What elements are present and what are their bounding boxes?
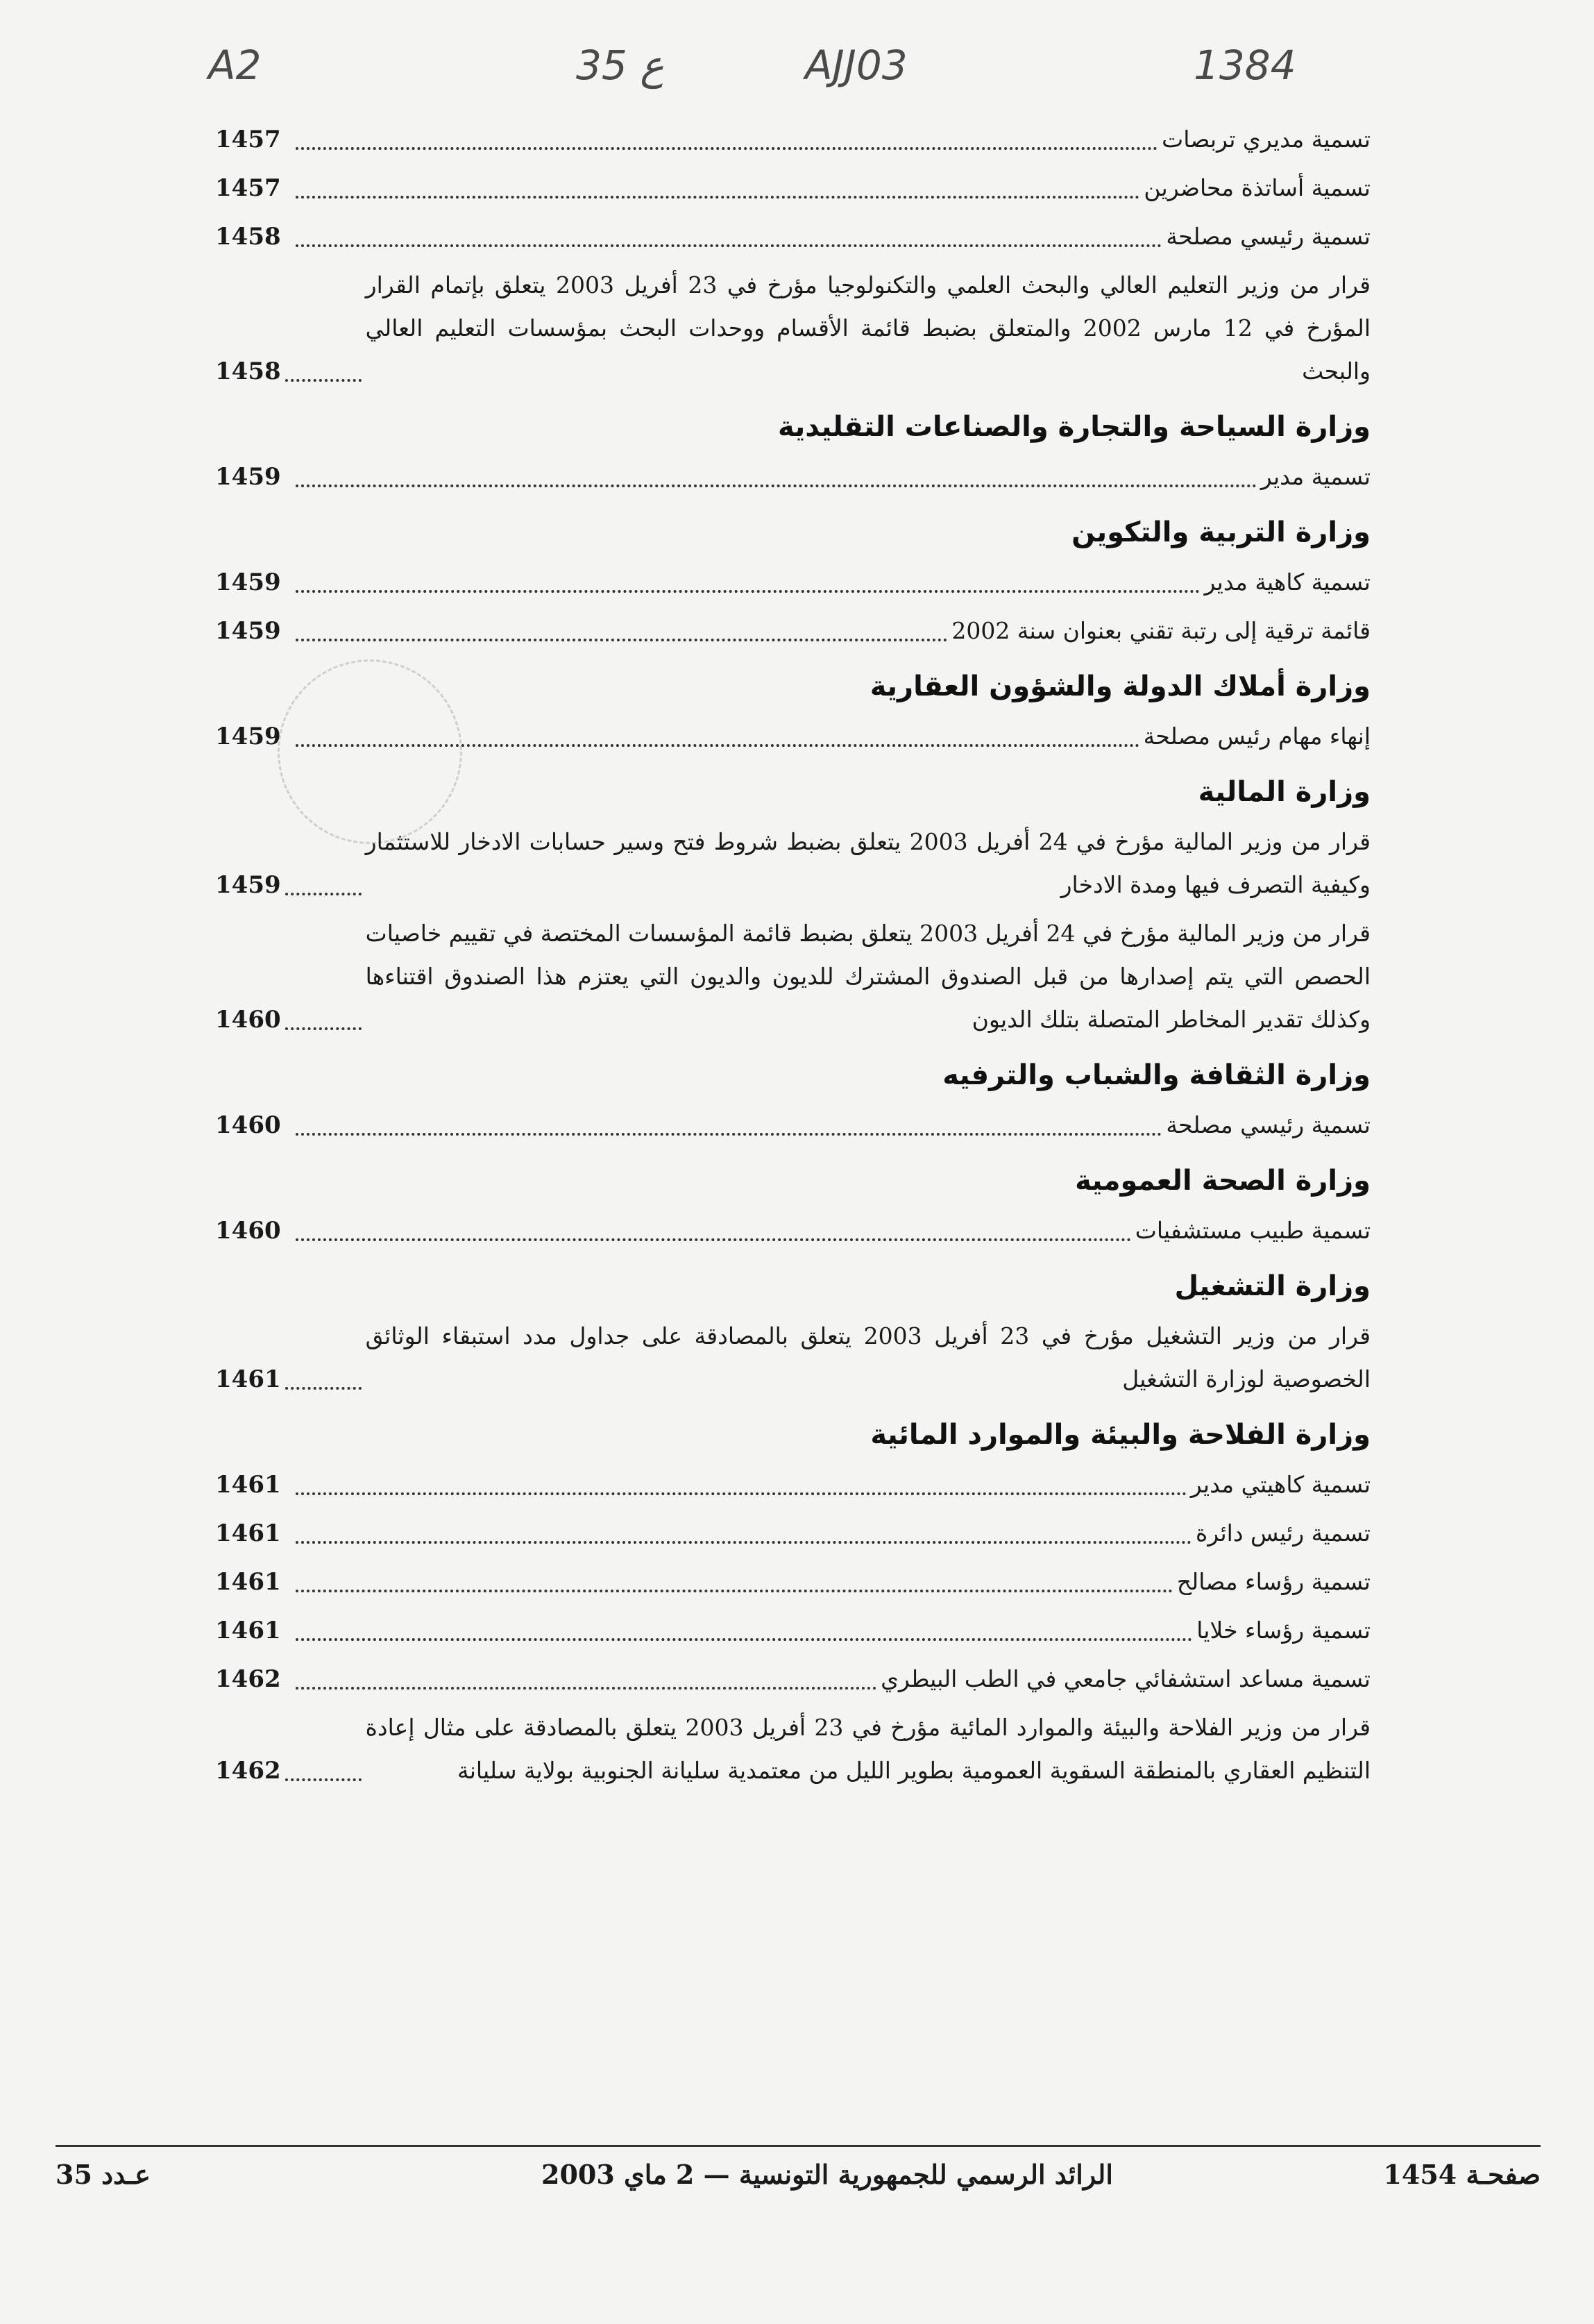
- ministry-heading: وزارة أملاك الدولة والشؤون العقارية: [870, 671, 1371, 702]
- toc-entry-title: تسمية طبيب مستشفيات: [1135, 1217, 1371, 1244]
- toc-entry[interactable]: [215, 1706, 1371, 1792]
- toc-entry-page: 1457: [215, 174, 281, 202]
- handnote: 35 ع: [576, 42, 664, 89]
- dot-leader: [296, 1638, 1192, 1641]
- toc-entry-title: تسمية رؤساء خلايا: [1196, 1617, 1371, 1644]
- toc-entry-page: 1461: [215, 1519, 281, 1547]
- toc-entry[interactable]: [215, 561, 1371, 604]
- dot-leader: [296, 1492, 1187, 1495]
- toc-entry-title: تسمية كاهيتي مدير: [1190, 1471, 1371, 1498]
- toc-entry-title: قرار من وزير المالية مؤرخ في 24 أفريل 2003 يتعلق بضبط شروط فتح وسير حسابات الادخار للاستثمار وكيفية التصرف فيها ومدة الادخار: [365, 828, 1371, 898]
- dot-leader: [296, 744, 1139, 747]
- ministry-heading: وزارة التربية والتكوين: [1071, 516, 1371, 548]
- dot-leader: [285, 379, 362, 382]
- table-of-contents: [215, 118, 1371, 1798]
- dot-leader: [296, 1541, 1192, 1544]
- toc-entry-title: تسمية مدير: [1260, 463, 1371, 490]
- toc-entry[interactable]: [215, 1609, 1371, 1652]
- toc-entry-title: تسمية كاهية مدير: [1204, 569, 1371, 596]
- toc-entry[interactable]: [215, 1104, 1371, 1147]
- toc-entry[interactable]: [215, 167, 1371, 210]
- toc-entry[interactable]: [215, 715, 1371, 758]
- ministry-heading: وزارة التشغيل: [1174, 1270, 1371, 1302]
- page-number: صفحـة 1454: [1383, 2159, 1541, 2190]
- toc-entry-title: قرار من وزير التشغيل مؤرخ في 23 أفريل 2003 يتعلق بالمصادقة على جداول مدد استبقاء الوثائق الخصوصية لوزارة التشغيل: [365, 1322, 1371, 1392]
- toc-entry[interactable]: [215, 1658, 1371, 1701]
- toc-entry[interactable]: [215, 1315, 1371, 1401]
- toc-entry-page: 1459: [215, 617, 281, 645]
- toc-entry-title: قرار من وزير التعليم العالي والبحث العلمي والتكنولوجيا مؤرخ في 23 أفريل 2003 يتعلق بإتمام القرار المؤرخ في 12 مارس 2002 والمتعلق بضبط قائمة الأقسام ووحدات البحث بمؤسسات التعليم العالي والبحث: [365, 271, 1371, 385]
- toc-entry-page: 1459: [215, 871, 281, 899]
- toc-entry-title: تسمية رؤساء مصالح: [1176, 1568, 1371, 1595]
- dot-leader: [296, 485, 1257, 487]
- dot-leader: [296, 1590, 1173, 1592]
- toc-entry-page: 1462: [215, 1757, 281, 1785]
- toc-entry[interactable]: [215, 264, 1371, 393]
- toc-entry-page: 1459: [215, 723, 281, 750]
- handnote: AJJ03: [805, 42, 908, 89]
- toc-entry-page: 1458: [215, 357, 281, 385]
- toc-entry[interactable]: [215, 912, 1371, 1041]
- page-footer: [56, 2159, 1541, 2214]
- toc-entry-title: تسمية رئيسي مصلحة: [1166, 1111, 1371, 1138]
- dot-leader: [296, 196, 1139, 199]
- ministry-heading: وزارة الفلاحة والبيئة والموارد المائية: [870, 1419, 1371, 1451]
- issue-number: عـدد 35: [56, 2159, 151, 2190]
- toc-entry[interactable]: [215, 1512, 1371, 1555]
- toc-entry[interactable]: [215, 118, 1371, 161]
- dot-leader: [296, 590, 1200, 593]
- ministry-heading: وزارة الصحة العمومية: [1075, 1165, 1371, 1197]
- toc-entry-page: 1461: [215, 1365, 281, 1393]
- dot-leader: [296, 1133, 1162, 1136]
- toc-entry-page: 1460: [215, 1111, 281, 1139]
- toc-entry-title: قرار من وزير المالية مؤرخ في 24 أفريل 2003 يتعلق بضبط قائمة المؤسسات المختصة في تقييم خاصيات الحصص التي يتم إصدارها من قبل الصندوق المشترك للديون والديون التي يعتزم هذا الصندوق اقتناءها وكذلك تقدير المخاطر المتصلة بتلك الديون: [365, 920, 1371, 1033]
- toc-entry-page: 1460: [215, 1217, 281, 1245]
- toc-entry-title: تسمية مساعد استشفائي جامعي في الطب البيطري: [881, 1665, 1371, 1692]
- toc-entry[interactable]: [215, 820, 1371, 907]
- dot-leader: [296, 244, 1162, 247]
- toc-entry[interactable]: [215, 455, 1371, 498]
- toc-entry-page: 1458: [215, 223, 281, 251]
- handnote: 1384: [1194, 42, 1296, 89]
- dot-leader: [285, 1027, 362, 1030]
- toc-entry[interactable]: [215, 609, 1371, 652]
- toc-entry[interactable]: [215, 1560, 1371, 1603]
- toc-entry-title: إنهاء مهام رئيس مصلحة: [1143, 723, 1371, 750]
- toc-entry-page: 1461: [215, 1568, 281, 1596]
- toc-entry-page: 1461: [215, 1471, 281, 1499]
- dot-leader: [285, 893, 362, 895]
- toc-entry[interactable]: [215, 215, 1371, 258]
- toc-entry-title: تسمية رئيسي مصلحة: [1166, 223, 1371, 250]
- handnote: A2: [208, 42, 262, 89]
- toc-entry-title: تسمية مديري تربصات: [1162, 126, 1371, 153]
- toc-entry-page: 1459: [215, 463, 281, 491]
- dot-leader: [285, 1778, 362, 1781]
- publication-title: الرائد الرسمي للجمهورية التونسية — 2 ماي 2003: [541, 2159, 1113, 2190]
- toc-entry-title: قرار من وزير الفلاحة والبيئة والموارد المائية مؤرخ في 23 أفريل 2003 يتعلق بالمصادقة على مثال إعادة التنظيم العقاري بالمنطقة السقوية العمومية بطوير الليل من معتمدية سليانة الجنوبية بولاية سليانة: [365, 1714, 1371, 1784]
- toc-entry-page: 1459: [215, 569, 281, 596]
- dot-leader: [285, 1387, 362, 1390]
- toc-entry-page: 1462: [215, 1665, 281, 1693]
- toc-entry-page: 1460: [215, 1006, 281, 1034]
- toc-entry[interactable]: [215, 1209, 1371, 1252]
- toc-entry-title: قائمة ترقية إلى رتبة تقني بعنوان سنة 2002: [951, 617, 1371, 644]
- toc-entry-title: تسمية رئيس دائرة: [1195, 1519, 1371, 1547]
- footer-divider: [56, 2145, 1541, 2147]
- ministry-heading: وزارة الثقافة والشباب والترفيه: [942, 1059, 1371, 1091]
- toc-entry[interactable]: [215, 1463, 1371, 1506]
- ministry-heading: وزارة السياحة والتجارة والصناعات التقليدية: [777, 411, 1371, 443]
- dot-leader: [296, 1238, 1131, 1241]
- dot-leader: [296, 639, 947, 641]
- dot-leader: [296, 1687, 876, 1690]
- ministry-heading: وزارة المالية: [1198, 776, 1371, 808]
- toc-entry-page: 1461: [215, 1617, 281, 1644]
- handwritten-notes: [208, 42, 1388, 104]
- toc-entry-title: تسمية أساتذة محاضرين: [1144, 174, 1371, 201]
- toc-entry-page: 1457: [215, 126, 281, 153]
- dot-leader: [296, 147, 1158, 150]
